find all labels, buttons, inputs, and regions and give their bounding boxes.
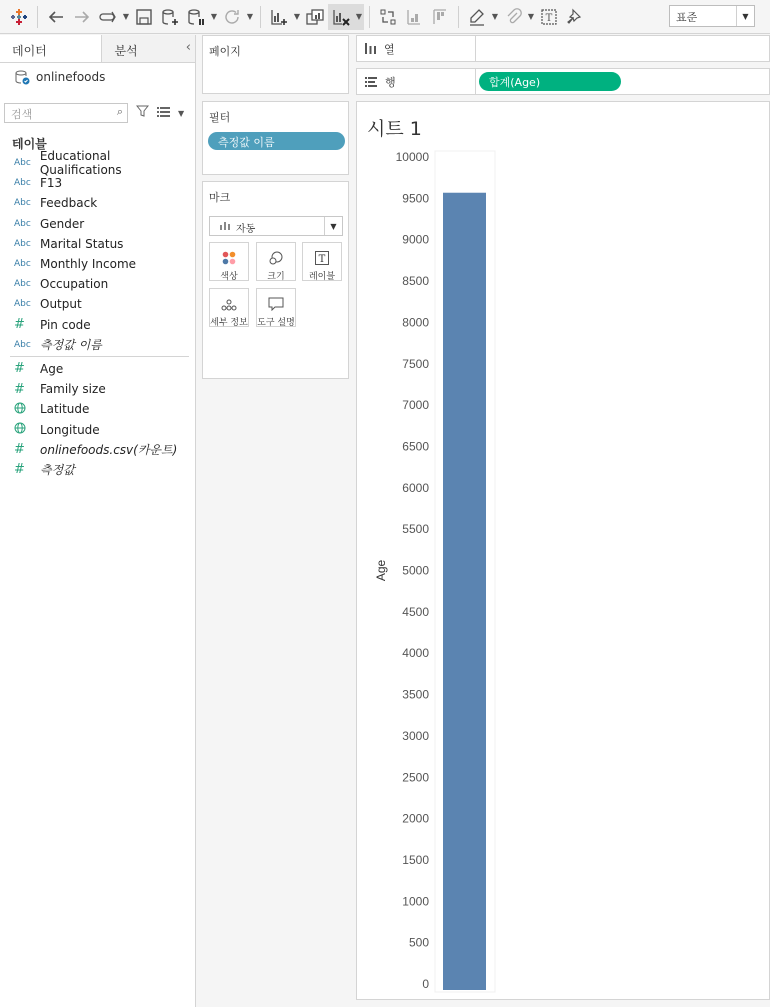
refresh-icon[interactable] xyxy=(219,4,245,30)
y-axis-title: Age xyxy=(374,559,388,582)
search-placeholder: 검색 xyxy=(11,108,33,121)
string-type-icon: Abc xyxy=(14,299,31,310)
tableau-logo-icon[interactable] xyxy=(6,4,32,30)
number-type-icon: # xyxy=(14,462,25,478)
chevron-down-icon[interactable]: ▼ xyxy=(246,12,254,21)
marks-card xyxy=(202,181,349,379)
pane-tabs xyxy=(0,35,195,63)
columns-shelf-label xyxy=(357,36,476,61)
sort-ascending-icon[interactable] xyxy=(401,4,427,30)
bar-sum-age[interactable] xyxy=(443,193,486,990)
globe-icon xyxy=(14,402,40,417)
field-item[interactable] xyxy=(0,379,195,399)
highlight-icon[interactable] xyxy=(464,4,490,30)
toolbar xyxy=(0,0,770,34)
color-button[interactable] xyxy=(209,242,249,281)
field-item[interactable] xyxy=(0,399,195,419)
search-icon: ⌕ xyxy=(116,105,123,118)
rows-label: 행 xyxy=(385,75,396,89)
fit-dropdown[interactable] xyxy=(669,5,755,27)
field-name: Output xyxy=(40,297,82,312)
string-type-icon: Abc xyxy=(14,238,31,249)
string-type-icon: Abc xyxy=(14,259,31,270)
pause-update-icon[interactable] xyxy=(183,4,209,30)
svg-text:T: T xyxy=(545,12,553,24)
pages-card[interactable] xyxy=(202,35,349,94)
datasource-item[interactable] xyxy=(0,63,195,91)
field-item[interactable] xyxy=(0,214,195,234)
y-tick-label: 7000 xyxy=(402,398,429,413)
columns-icon xyxy=(365,43,376,54)
sheet-title[interactable]: 시트 1 xyxy=(367,118,422,140)
text-label-icon xyxy=(315,251,329,265)
pages-title: 페이지 xyxy=(209,45,241,58)
y-tick-label: 6000 xyxy=(402,480,429,495)
y-tick-label: 4000 xyxy=(402,646,429,661)
field-name: Occupation xyxy=(40,277,109,292)
tooltip-label: 도구 설명 xyxy=(257,318,295,328)
y-tick-label: 5000 xyxy=(402,563,429,578)
section-tables-title: 테이블 xyxy=(12,137,47,151)
rows-shelf[interactable] xyxy=(356,68,770,95)
measure-list xyxy=(0,359,195,480)
field-name: onlinefoods.csv(카운트) xyxy=(40,443,178,458)
field-name: Pin code xyxy=(40,317,91,332)
svg-text:T: T xyxy=(318,254,326,265)
sort-descending-icon[interactable] xyxy=(427,4,453,30)
field-item[interactable] xyxy=(0,193,195,213)
y-tick-label: 500 xyxy=(408,935,429,950)
y-tick-label: 8500 xyxy=(402,274,429,289)
field-item[interactable] xyxy=(0,254,195,274)
search-row xyxy=(4,102,191,124)
filters-card[interactable] xyxy=(202,101,349,175)
string-type-icon: Abc xyxy=(14,339,31,350)
chevron-down-icon[interactable]: ▼ xyxy=(210,12,218,21)
filter-icon[interactable] xyxy=(136,105,149,121)
mark-type-value: 자동 xyxy=(236,224,256,235)
y-tick-label: 9000 xyxy=(402,232,429,247)
y-tick-label: 7500 xyxy=(402,356,429,371)
collapse-left-icon[interactable]: ‹ xyxy=(185,40,191,55)
field-item[interactable] xyxy=(0,315,195,335)
field-item[interactable] xyxy=(0,359,195,379)
detail-button[interactable] xyxy=(209,288,249,327)
y-tick-label: 3500 xyxy=(402,687,429,702)
y-tick-label: 10000 xyxy=(395,150,429,164)
detail-icon xyxy=(221,299,237,311)
marks-title: 마크 xyxy=(209,191,231,204)
number-type-icon: # xyxy=(14,381,25,397)
show-mark-labels-icon[interactable] xyxy=(536,4,562,30)
redirect-icon[interactable] xyxy=(95,4,121,30)
chevron-down-icon[interactable]: ▼ xyxy=(354,4,364,30)
swap-rows-columns-icon[interactable] xyxy=(375,4,401,30)
field-item[interactable] xyxy=(0,149,195,178)
y-tick-label: 0 xyxy=(422,977,429,991)
mark-type-dropdown[interactable] xyxy=(209,216,343,236)
chevron-down-icon[interactable]: ▼ xyxy=(122,12,130,21)
bar-chart xyxy=(357,102,769,999)
view-list-icon[interactable] xyxy=(157,106,170,120)
number-type-icon: # xyxy=(14,317,25,333)
filters-title: 필터 xyxy=(209,111,231,124)
field-name: 측정값 이름 xyxy=(40,338,102,353)
new-worksheet-icon[interactable] xyxy=(266,4,292,30)
y-tick-label: 2500 xyxy=(402,770,429,785)
divider xyxy=(10,356,189,357)
string-type-icon: Abc xyxy=(14,218,31,229)
y-tick-label: 1000 xyxy=(402,894,429,909)
number-type-icon: # xyxy=(14,361,25,377)
label-button[interactable] xyxy=(302,242,342,281)
back-icon[interactable] xyxy=(43,4,69,30)
data-pane xyxy=(0,35,196,1007)
color-label: 색상 xyxy=(220,272,238,282)
chevron-down-icon[interactable]: ▼ xyxy=(178,108,185,118)
y-tick-label: 5500 xyxy=(402,522,429,537)
field-name: Educational Qualifications xyxy=(39,149,122,178)
duplicate-sheet-icon[interactable] xyxy=(302,4,328,30)
field-item[interactable] xyxy=(0,234,195,254)
new-datasource-icon[interactable] xyxy=(157,4,183,30)
datasource-icon xyxy=(14,69,30,85)
rows-icon xyxy=(365,77,377,87)
y-tick-label: 1500 xyxy=(402,852,429,867)
size-label: 크기 xyxy=(267,272,285,282)
clear-sheet-icon[interactable] xyxy=(328,4,354,30)
field-name: Latitude xyxy=(40,402,90,417)
field-item[interactable] xyxy=(0,419,195,439)
string-type-icon: Abc xyxy=(14,198,31,209)
tab-analysis-label: 분석 xyxy=(114,44,138,58)
worksheet-view xyxy=(356,101,770,1000)
y-tick-label: 2000 xyxy=(402,811,429,826)
size-button[interactable] xyxy=(256,242,296,281)
chevron-down-icon[interactable]: ▼ xyxy=(491,12,499,21)
y-tick-label: 6500 xyxy=(402,439,429,454)
chevron-down-icon[interactable]: ▼ xyxy=(293,12,301,21)
rows-pill-sum-age[interactable]: 합계(Age) xyxy=(479,72,621,91)
tooltip-button[interactable] xyxy=(256,288,296,327)
search-input[interactable] xyxy=(4,103,128,123)
field-name: Longitude xyxy=(40,422,100,437)
y-tick-label: 8000 xyxy=(402,315,429,330)
filter-pill-measure-names[interactable]: 측정값 이름 xyxy=(208,132,345,150)
bar-chart-icon xyxy=(220,221,230,230)
detail-label: 세부 정보 xyxy=(210,318,248,328)
field-name: Marital Status xyxy=(40,236,124,251)
size-icon xyxy=(269,251,283,265)
globe-icon xyxy=(14,422,40,437)
y-tick-label: 4500 xyxy=(402,604,429,619)
dimension-list xyxy=(0,149,195,355)
field-name: Monthly Income xyxy=(40,257,137,272)
field-name: Family size xyxy=(40,382,106,397)
field-name: Gender xyxy=(40,216,85,231)
group-members-icon[interactable] xyxy=(500,4,526,30)
field-item[interactable] xyxy=(0,460,195,480)
tab-data[interactable]: 데이터 xyxy=(0,35,102,62)
field-item[interactable] xyxy=(0,335,195,355)
tooltip-icon xyxy=(268,297,284,311)
y-tick-label: 9500 xyxy=(402,191,429,206)
field-name: 측정값 xyxy=(40,463,75,478)
forward-icon[interactable] xyxy=(69,4,95,30)
field-name: Feedback xyxy=(40,196,98,211)
chevron-down-icon[interactable]: ▼ xyxy=(527,12,535,21)
string-type-icon: Abc xyxy=(14,279,31,290)
field-item[interactable] xyxy=(0,274,195,294)
label-label: 레이블 xyxy=(308,272,336,282)
number-type-icon: # xyxy=(14,442,25,458)
string-type-icon: Abc xyxy=(14,178,31,189)
color-icon xyxy=(222,251,236,265)
field-item[interactable] xyxy=(0,440,195,460)
chevron-down-icon: ▼ xyxy=(324,217,342,235)
chevron-down-icon: ▼ xyxy=(736,6,754,26)
datasource-name: onlinefoods xyxy=(36,70,106,84)
pin-axes-icon[interactable] xyxy=(562,4,588,30)
columns-shelf[interactable] xyxy=(356,35,770,62)
y-tick-label: 3000 xyxy=(402,728,429,743)
string-type-icon: Abc xyxy=(14,158,31,169)
columns-label: 열 xyxy=(384,42,395,56)
save-icon[interactable] xyxy=(131,4,157,30)
field-item[interactable] xyxy=(0,294,195,314)
field-list xyxy=(0,131,195,480)
rows-shelf-label xyxy=(357,69,476,94)
tab-analysis[interactable] xyxy=(102,35,195,62)
field-name: F13 xyxy=(40,176,63,191)
fit-value: 표준 xyxy=(676,11,698,24)
field-name: Age xyxy=(40,361,64,376)
